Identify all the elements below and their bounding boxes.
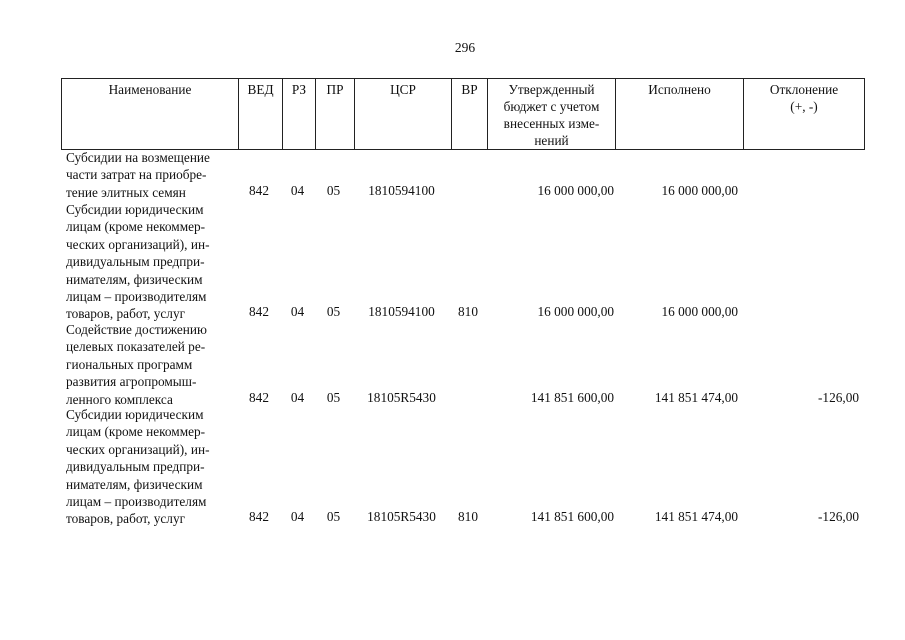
- table-header: [61, 78, 865, 150]
- row-rz: 04: [290, 509, 305, 524]
- row-pr: 05: [326, 390, 341, 405]
- header-done: Исполнено: [615, 79, 743, 149]
- row-name: Субсидии юридическим лицам (кроме некоммер- ческих организаций), ин- дивидуальным предпри- нимателям, физическим лицам – производителям товаров, работ, услуг: [66, 407, 210, 527]
- header-rz: РЗ: [282, 79, 315, 149]
- row-ved: 842: [249, 304, 269, 319]
- row-csr: 1810594100: [368, 183, 435, 198]
- row-pr: 05: [326, 304, 341, 319]
- header-pr: ПР: [315, 79, 354, 149]
- row-done: 16 000 000,00: [661, 304, 738, 319]
- row-deviation: -126,00: [818, 390, 859, 405]
- header-csr: ЦСР: [354, 79, 451, 149]
- row-csr: 18105R5430: [367, 390, 436, 405]
- row-done: 141 851 474,00: [654, 390, 738, 405]
- row-budget: 16 000 000,00: [537, 304, 614, 319]
- row-budget: 141 851 600,00: [530, 390, 614, 405]
- row-budget: 141 851 600,00: [530, 509, 614, 524]
- row-ved: 842: [249, 509, 269, 524]
- header-budget: Утвержденный бюджет с учетом внесенных изме- нений: [487, 79, 615, 149]
- header-vr: ВР: [451, 79, 487, 149]
- row-pr: 05: [326, 183, 341, 198]
- header-name: Наименование: [108, 82, 192, 97]
- row-vr: 810: [458, 509, 478, 524]
- row-rz: 04: [290, 390, 305, 405]
- header-ved: ВЕД: [238, 79, 282, 149]
- row-name: Субсидии на возмещение части затрат на приобре- тение элитных семян: [66, 150, 210, 200]
- row-csr: 18105R5430: [367, 509, 436, 524]
- header-deviation: Отклонение (+, -): [743, 79, 864, 149]
- row-done: 16 000 000,00: [661, 183, 738, 198]
- row-budget: 16 000 000,00: [537, 183, 614, 198]
- row-rz: 04: [290, 183, 305, 198]
- row-name: Субсидии юридическим лицам (кроме некоммер- ческих организаций), ин- дивидуальным предпри- нимателям, физическим лицам – производителям товаров, работ, услуг: [66, 202, 210, 322]
- row-pr: 05: [326, 509, 341, 524]
- row-ved: 842: [249, 183, 269, 198]
- row-name: Содействие достижению целевых показателей ре- гиональных программ развития агропромыш- ленного комплекса: [66, 322, 207, 407]
- row-deviation: -126,00: [818, 509, 859, 524]
- page-number: 296: [454, 40, 476, 55]
- row-rz: 04: [290, 304, 305, 319]
- row-done: 141 851 474,00: [654, 509, 738, 524]
- row-ved: 842: [249, 390, 269, 405]
- row-vr: 810: [458, 304, 478, 319]
- row-csr: 1810594100: [368, 304, 435, 319]
